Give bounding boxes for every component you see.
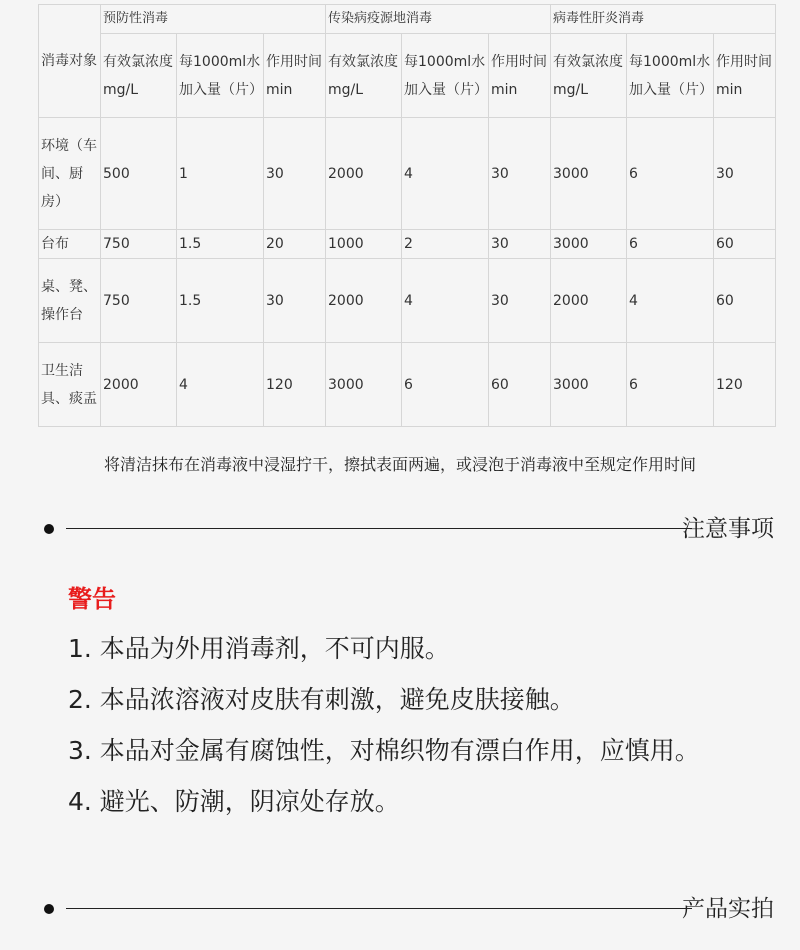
sub-header-tablets: 每1000ml水加入量（片） (402, 34, 489, 118)
sub-header-concentration: 有效氯浓度 mg/L (551, 34, 627, 118)
cell: 30 (489, 259, 551, 343)
row-object: 桌、凳、操作台 (39, 259, 101, 343)
group-header-hepatitis: 病毒性肝炎消毒 (551, 5, 776, 34)
cell: 2000 (326, 118, 402, 230)
cell: 500 (101, 118, 177, 230)
divider-line (66, 528, 692, 529)
sub-header-time: 作用时间 min (714, 34, 776, 118)
disinfection-table (38, 4, 776, 427)
cell: 3000 (551, 343, 627, 427)
cell: 6 (627, 230, 714, 259)
cell: 60 (714, 259, 776, 343)
cell: 3000 (551, 118, 627, 230)
cell: 3000 (551, 230, 627, 259)
warning-list (68, 623, 758, 827)
cell: 60 (489, 343, 551, 427)
cell: 4 (627, 259, 714, 343)
warning-item: 1. 本品为外用消毒剂，不可内服。 (68, 634, 450, 663)
warning-item: 3. 本品对金属有腐蚀性，对棉织物有漂白作用，应慎用。 (68, 736, 700, 765)
section-title: 注意事项 (682, 516, 774, 542)
sub-header-concentration: 有效氯浓度 mg/L (101, 34, 177, 118)
divider-line (66, 908, 692, 909)
cell: 60 (714, 230, 776, 259)
cell: 20 (264, 230, 326, 259)
cell: 30 (714, 118, 776, 230)
cell: 2000 (101, 343, 177, 427)
section-header-notes (44, 514, 774, 544)
table-row (39, 343, 776, 427)
cell: 750 (101, 259, 177, 343)
cell: 4 (402, 259, 489, 343)
warning-item: 2. 本品浓溶液对皮肤有刺激，避免皮肤接触。 (68, 685, 575, 714)
warning-item: 4. 避光、防潮，阴凉处存放。 (68, 787, 400, 816)
cell: 6 (402, 343, 489, 427)
usage-caption: 将清洁抹布在消毒液中浸湿拧干，擦拭表面两遍，或浸泡于消毒液中至规定作用时间 (103, 455, 696, 474)
row-object: 环境（车间、厨房） (39, 118, 101, 230)
cell: 2000 (551, 259, 627, 343)
cell: 1 (177, 118, 264, 230)
bullet-dot-icon (44, 524, 54, 534)
cell: 30 (489, 118, 551, 230)
bullet-dot-icon (44, 904, 54, 914)
table-row (39, 259, 776, 343)
sub-header-tablets: 每1000ml水加入量（片） (627, 34, 714, 118)
cell: 30 (489, 230, 551, 259)
sub-header-time: 作用时间 min (489, 34, 551, 118)
section-header-photos (44, 894, 774, 924)
table-row (39, 230, 776, 259)
cell: 3000 (326, 343, 402, 427)
cell: 30 (264, 259, 326, 343)
cell: 1000 (326, 230, 402, 259)
section-title: 产品实拍 (682, 896, 774, 922)
cell: 6 (627, 343, 714, 427)
cell: 1.5 (177, 259, 264, 343)
group-header-preventive: 预防性消毒 (101, 5, 326, 34)
cell: 2000 (326, 259, 402, 343)
sub-header-time: 作用时间 min (264, 34, 326, 118)
cell: 30 (264, 118, 326, 230)
sub-header-tablets: 每1000ml水加入量（片） (177, 34, 264, 118)
cell: 120 (714, 343, 776, 427)
cell: 4 (177, 343, 264, 427)
cell: 120 (264, 343, 326, 427)
cell: 1.5 (177, 230, 264, 259)
warning-title: 警告 (68, 585, 116, 613)
sub-header-concentration: 有效氯浓度 mg/L (326, 34, 402, 118)
table-row (39, 118, 776, 230)
cell: 2 (402, 230, 489, 259)
cell: 4 (402, 118, 489, 230)
cell: 6 (627, 118, 714, 230)
row-object: 卫生洁具、痰盂 (39, 343, 101, 427)
group-header-epidemic: 传染病疫源地消毒 (326, 5, 551, 34)
row-object: 台布 (39, 230, 101, 259)
cell: 750 (101, 230, 177, 259)
object-header: 消毒对象 (39, 5, 101, 118)
